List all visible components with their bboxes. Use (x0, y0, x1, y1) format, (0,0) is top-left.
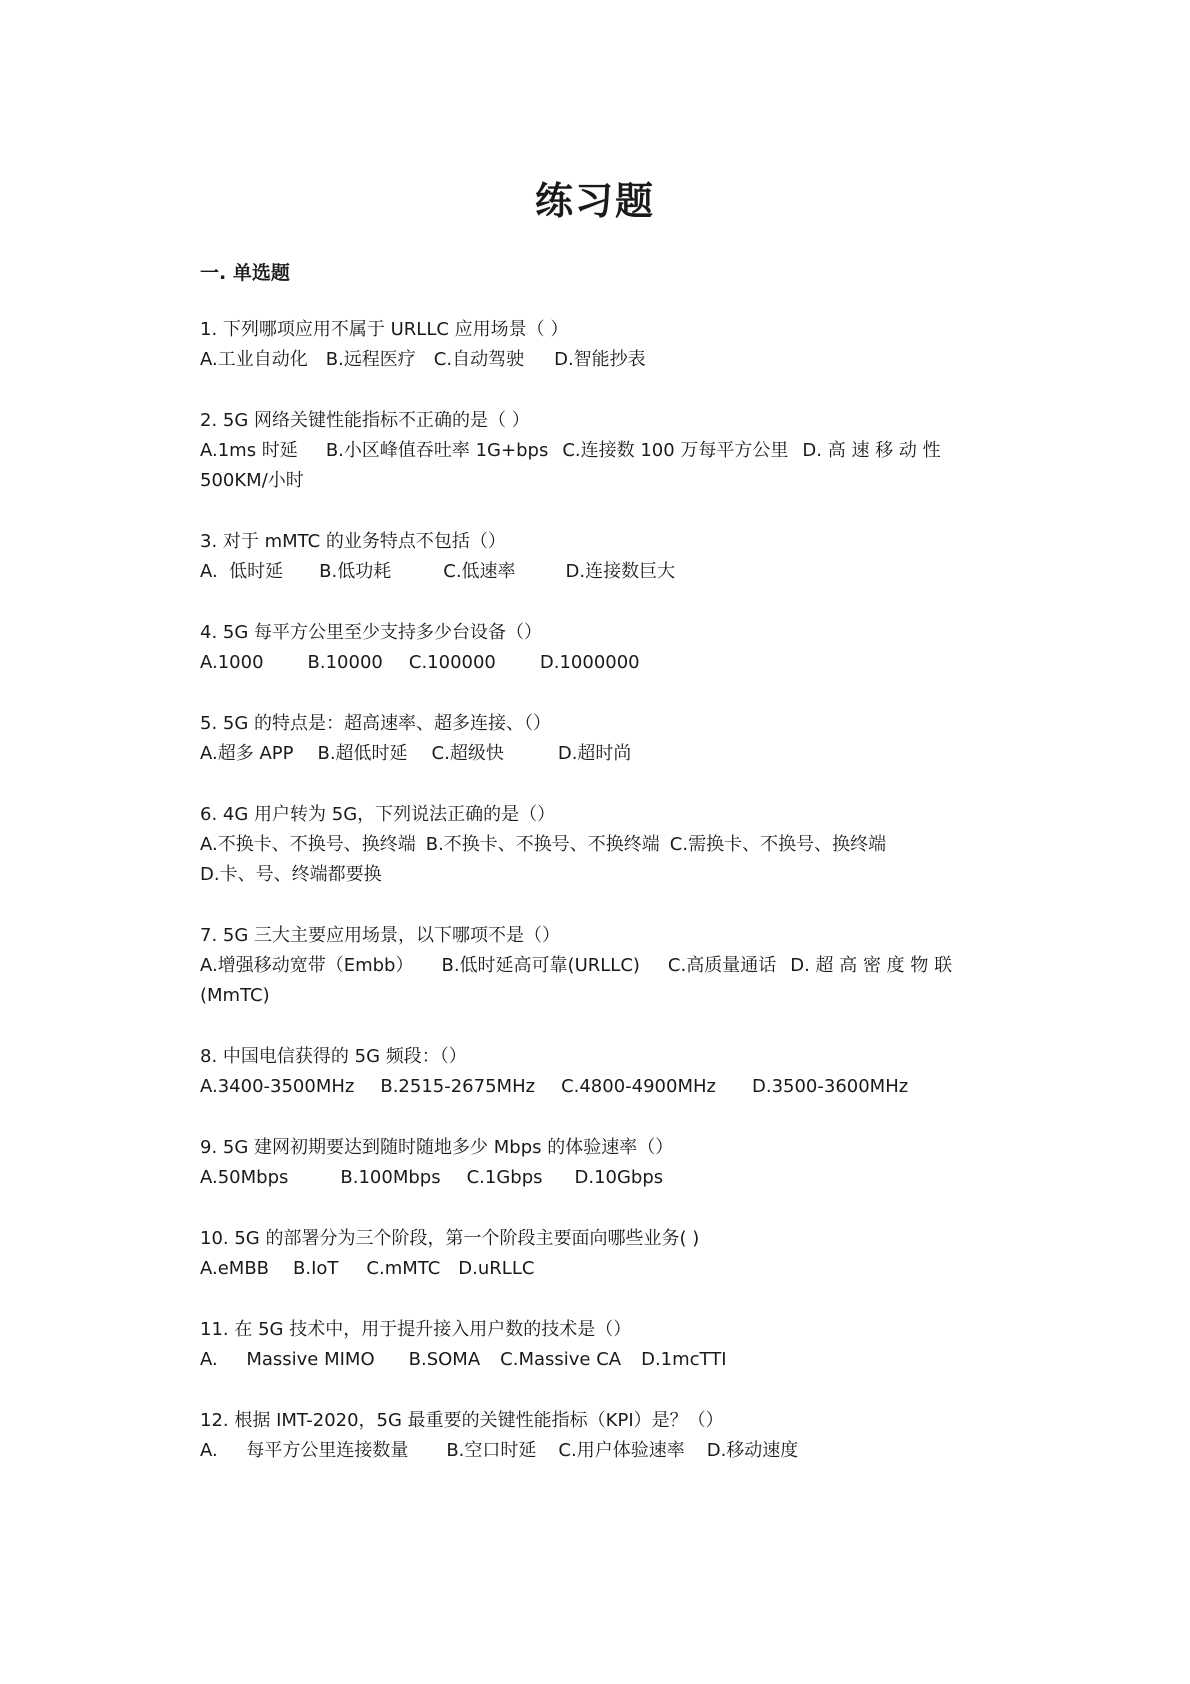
option-list (200, 345, 1005, 375)
question-text: 9. 5G 建网初期要达到随时随地多少 Mbps 的体验速率（） (200, 1137, 674, 1158)
option-b: B.超低时延 (317, 743, 408, 764)
option-d: D.卡、号、终端都要换 (200, 864, 382, 885)
question-text: 1. 下列哪项应用不属于 URLLC 应用场景（ ） (200, 319, 569, 340)
question-text: 4. 5G 每平方公里至少支持多少台设备（） (200, 622, 543, 643)
option-a: A.eMBB (200, 1258, 270, 1279)
option-b: B.10000 (307, 652, 383, 673)
option-d: D.1mcTTI (641, 1349, 727, 1370)
option-c: C.需换卡、不换号、换终端 (669, 834, 887, 855)
option-d: D.10Gbps (574, 1167, 664, 1188)
option-list (200, 739, 1005, 769)
option-list (200, 648, 1005, 678)
question-text: 7. 5G 三大主要应用场景，以下哪项不是（） (200, 925, 561, 946)
option-list (200, 951, 1005, 981)
question-6 (200, 800, 1005, 890)
option-a: A. 低时延 (200, 561, 284, 582)
option-a: A. Massive MIMO (200, 1349, 375, 1370)
option-c: C.低速率 (443, 561, 516, 582)
option-a: A.1ms 时延 (200, 440, 298, 461)
question-text: 11. 在 5G 技术中，用于提升接入用户数的技术是（） (200, 1319, 632, 1340)
option-d: D.uRLLC (458, 1258, 535, 1279)
option-d: D.3500-3600MHz (751, 1076, 909, 1097)
option-b: B.远程医疗 (325, 349, 416, 370)
option-b: B.低时延高可靠(URLLC) (441, 955, 640, 976)
question-12 (200, 1406, 1005, 1466)
option-list (200, 1072, 1005, 1102)
option-d: D.连接数巨大 (565, 561, 676, 582)
option-d: D. 高 速 移 动 性 (802, 440, 941, 461)
question-1 (200, 315, 1005, 375)
question-10 (200, 1224, 1005, 1284)
option-d: D.智能抄表 (554, 349, 646, 370)
option-a: A.超多 APP (200, 743, 294, 764)
option-b: B.2515-2675MHz (380, 1076, 536, 1097)
option-list (200, 830, 1005, 860)
option-continuation: 500KM/小时 (200, 470, 304, 491)
question-text: 10. 5G 的部署分为三个阶段，第一个阶段主要面向哪些业务( ) (200, 1228, 700, 1249)
option-d: D.1000000 (539, 652, 640, 673)
option-list (200, 1345, 1005, 1375)
option-b: B.小区峰值吞吐率 1G+bps (325, 440, 549, 461)
question-text: 2. 5G 网络关键性能指标不正确的是（ ） (200, 410, 530, 431)
option-a: A.3400-3500MHz (200, 1076, 355, 1097)
section-heading: 一. 单选题 (200, 262, 290, 284)
option-d: D. 超 高 密 度 物 联 (790, 955, 953, 976)
option-c: C.Massive CA (500, 1349, 622, 1370)
option-c: C.用户体验速率 (558, 1440, 685, 1461)
option-a: A.1000 (200, 652, 264, 673)
option-list (200, 1163, 1005, 1193)
option-b: B.低功耗 (319, 561, 392, 582)
question-text: 3. 对于 mMTC 的业务特点不包括（） (200, 531, 506, 552)
question-9 (200, 1133, 1005, 1193)
question-4 (200, 618, 1005, 678)
option-list (200, 1254, 1005, 1284)
question-2 (200, 406, 1005, 496)
option-b: B.SOMA (408, 1349, 481, 1370)
option-b: B.IoT (293, 1258, 339, 1279)
option-list (200, 557, 1005, 587)
option-a: A.增强移动宽带（Embb） (200, 955, 414, 976)
option-a: A.工业自动化 (200, 349, 308, 370)
option-d: D.超时尚 (557, 743, 632, 764)
question-text: 12. 根据 IMT-2020，5G 最重要的关键性能指标（KPI）是？（） (200, 1410, 724, 1431)
option-c: C.连接数 100 万每平方公里 (562, 440, 789, 461)
option-c: C.自动驾驶 (433, 349, 525, 370)
option-c: C.1Gbps (466, 1167, 543, 1188)
option-c: C.超级快 (431, 743, 504, 764)
question-text: 5. 5G 的特点是：超高速率、超多连接、（） (200, 713, 552, 734)
option-b: B.100Mbps (340, 1167, 441, 1188)
option-c: C.100000 (408, 652, 496, 673)
option-a: A.50Mbps (200, 1167, 289, 1188)
option-a: A.不换卡、不换号、换终端 (200, 834, 416, 855)
option-d: D.移动速度 (706, 1440, 799, 1461)
option-a: A. 每平方公里连接数量 (200, 1440, 409, 1461)
option-c: C.mMTC (366, 1258, 441, 1279)
option-b: B.不换卡、不换号、不换终端 (425, 834, 660, 855)
question-text: 6. 4G 用户转为 5G，下列说法正确的是（） (200, 804, 556, 825)
option-list (200, 436, 1005, 466)
question-7 (200, 921, 1005, 1011)
question-5 (200, 709, 1005, 769)
question-11 (200, 1315, 1005, 1375)
question-text: 8. 中国电信获得的 5G 频段：（） (200, 1046, 467, 1067)
option-c: C.4800-4900MHz (561, 1076, 716, 1097)
option-c: C.高质量通话 (667, 955, 777, 976)
question-3 (200, 527, 1005, 587)
page-title: 练习题 (534, 178, 655, 223)
option-list (200, 1436, 1005, 1466)
option-b: B.空口时延 (446, 1440, 537, 1461)
question-8 (200, 1042, 1005, 1102)
option-continuation: (MmTC) (200, 985, 270, 1006)
